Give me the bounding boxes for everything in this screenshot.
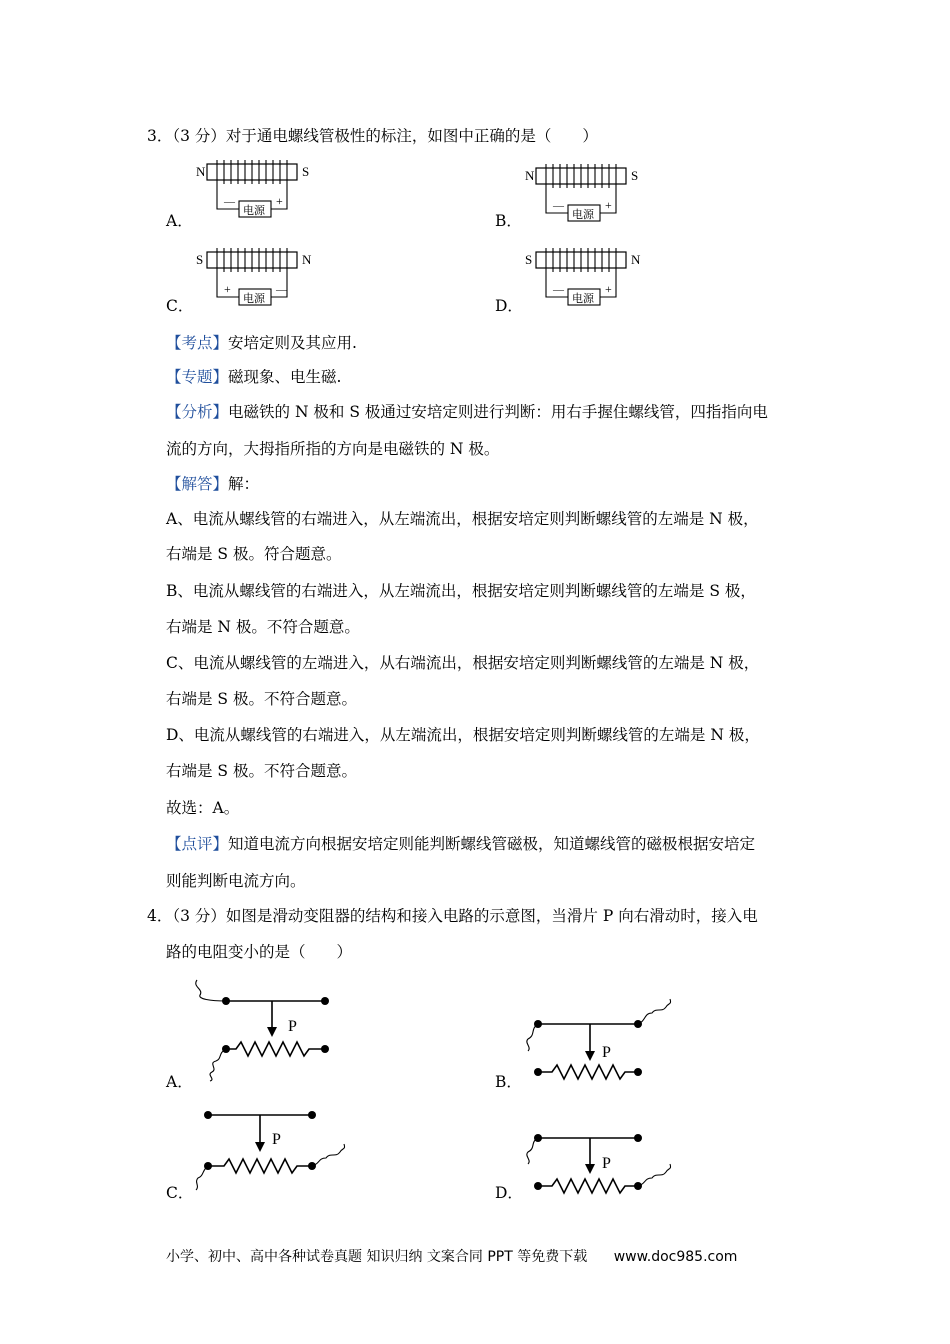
lead-wire [196,1166,208,1190]
slider-label: P [272,1131,281,1148]
terminal-right: + [605,198,612,212]
q3-option-c-figure [195,246,320,310]
q4-option-d-label: D． [495,1184,523,1202]
q3-option-c-label: C． [166,297,194,315]
footer [166,1246,737,1266]
slider-arrow-icon [267,1027,277,1037]
pole-right: N [302,252,312,267]
q4-option-c-figure [190,1100,360,1195]
dianping-tag: 【点评】 [166,835,229,853]
slider-arrow-icon [255,1142,265,1152]
zhuanti-tag: 【专题】 [166,368,229,386]
pole-left: N [525,168,535,183]
jieda-text: 解： [228,475,260,493]
lead-wire [527,1138,538,1164]
terminal-left: — [224,196,235,208]
power-source-label: 电源 [243,205,265,217]
lead-wire [638,1164,671,1186]
q3-option-a-label: A． [166,212,193,230]
q4-stem-line2: 路的电阻变小的是（ ） [166,943,353,961]
pole-right: S [302,164,310,179]
terminal-left: — [553,200,564,212]
q3-answer-b-line1: B、电流从螺线管的右端进入，从左端流出，根据安培定则判断螺线管的左端是 S 极， [166,582,756,600]
lead-wire [210,1049,226,1081]
slider-label: P [602,1155,611,1172]
slider-label: P [288,1018,297,1035]
q3-answer-c-line1: C、电流从螺线管的左端进入，从右端流出，根据安培定则判断螺线管的左端是 N 极， [166,654,760,672]
q3-option-d-figure [524,246,649,310]
pole-right: N [631,252,641,267]
footer-url[interactable]: www.doc985.com [613,1249,738,1265]
resistance-wire [208,1159,312,1173]
q4-option-c-label: C． [166,1184,194,1202]
q4-stem-line1 [147,906,758,926]
q3-answer-c-line2: 右端是 S 极。不符合题意。 [166,690,357,708]
zhuanti-text: 磁现象、电生磁. [228,368,342,386]
q3-option-a-figure [195,158,320,222]
power-source-label: 电源 [572,209,594,221]
q3-answer-a-line2: 右端是 S 极。符合题意。 [166,545,342,563]
q3-jieda [166,474,259,494]
dianping-text: 知道电流方向根据安培定则能判断螺线管磁极，知道螺线管的磁极根据安培定 [228,835,756,853]
q3-fenxi-line2: 流的方向，大拇指所指的方向是电磁铁的 N 极。 [166,440,500,458]
pole-left: N [196,164,206,179]
q3-dianping-line2: 则能判断电流方向。 [166,872,306,890]
q3-option-b-label: B． [495,212,522,230]
jieda-tag: 【解答】 [166,475,229,493]
q3-answer-a-line1: A、电流从螺线管的右端进入，从左端流出，根据安培定则判断螺线管的左端是 N 极， [166,510,759,528]
slider-arrow-icon [585,1051,595,1061]
lead-wire [312,1144,345,1166]
footer-text: 小学、初中、高中各种试卷真题 知识归纳 文案合同 PPT 等免费下载 [166,1249,588,1265]
q3-zhuanti [166,367,341,387]
q4-number: 4． [147,907,173,925]
pole-left: S [196,252,204,267]
q3-dianping-line1 [166,834,755,854]
q3-answer-b-line2: 右端是 N 极。不符合题意。 [166,618,360,636]
resistance-wire [538,1065,638,1079]
lead-wire [527,1024,538,1051]
kaodian-tag: 【考点】 [166,334,229,352]
lead-wire [196,980,226,1001]
q3-answer-choice: 故选：A。 [166,799,240,817]
q4-option-d-figure [520,1120,680,1200]
q3-answer-d-line2: 右端是 S 极。不符合题意。 [166,762,357,780]
slider-label: P [602,1044,611,1061]
kaodian-text: 安培定则及其应用. [228,334,357,352]
slider-arrow-icon [585,1164,595,1174]
q3-stem [147,126,598,146]
q3-number: 3． [147,127,173,145]
terminal-right: — [276,284,287,296]
resistance-wire [538,1179,638,1193]
q4-stem-text: （3 分）如图是滑动变阻器的结构和接入电路的示意图，当滑片 P 向右滑动时，接入电 [172,907,758,925]
fenxi-tag: 【分析】 [166,403,229,421]
pole-right: S [631,168,639,183]
lead-wire [638,999,671,1024]
power-source-label: 电源 [243,293,265,305]
pole-left: S [525,252,533,267]
terminal-left: — [553,284,564,296]
resistance-wire [226,1042,325,1056]
q4-option-a-figure [190,975,350,1085]
terminal-right: + [276,194,283,208]
q3-answer-d-line1: D、电流从螺线管的右端进入，从左端流出，根据安培定则判断螺线管的左端是 N 极， [166,726,760,744]
q3-stem-text: （3 分）对于通电螺线管极性的标注，如图中正确的是（ ） [172,127,598,145]
q4-option-b-figure [520,995,680,1085]
q4-option-a-label: A． [166,1073,193,1091]
terminal-right: + [605,282,612,296]
q3-fenxi-line1 [166,402,768,422]
fenxi-text: 电磁铁的 N 极和 S 极通过安培定则进行判断：用右手握住螺线管，四指指向电 [228,403,768,421]
q3-option-d-label: D． [495,297,523,315]
q3-option-b-figure [524,162,649,226]
power-source-label: 电源 [572,293,594,305]
q3-kaodian [166,333,357,353]
terminal-left: + [224,282,231,296]
q4-option-b-label: B． [495,1073,522,1091]
